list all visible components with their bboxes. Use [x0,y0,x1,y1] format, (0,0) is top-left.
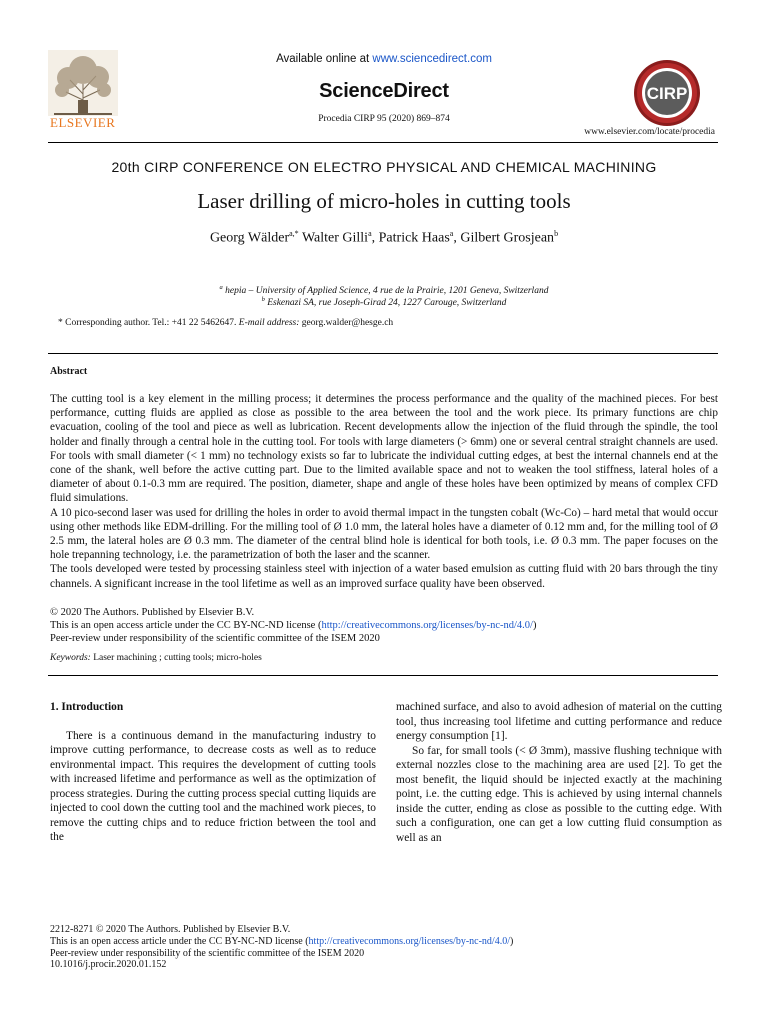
abstract-bottom-rule [48,675,718,676]
sciencedirect-brand: ScienceDirect [319,80,449,102]
paper-title: Laser drilling of micro-holes in cutting tools [197,189,571,213]
affil-text: hepia – University of Applied Science, 4 rue de la Prairie, 1201 Geneva, Switzerland [222,286,549,297]
footer-issn: 2212-8271 © 2020 The Authors. Published by Elsevier B.V. [50,924,291,935]
cirp-logo-text: CIRP [646,84,688,103]
body-paragraph: machined surface, and also to avoid adhesion of material on the cutting tool, thus increasing tool lifetime and cutting performance and reduce energy consumption [1]. [396,701,722,742]
author-affil-mark: b [554,229,559,238]
available-prefix: Available online at [276,53,373,65]
author-name: Patrick Haas [378,230,450,246]
affil-mark: a [219,284,223,291]
abstract-body [50,392,718,591]
author-name: Georg Wälder [209,230,290,246]
author-affil-mark: a [368,229,372,238]
cirp-logo [624,58,710,128]
affil-mark: b [261,296,265,303]
affiliation-a [0,284,768,296]
footer-license-prefix: This is an open access article under the CC BY-NC-ND license ( [50,935,309,947]
keywords-text: Laser machining ; cutting tools; micro-holes [90,653,262,663]
author-name: Walter Gilli [301,230,369,246]
footer-doi[interactable]: 10.1016/j.procir.2020.01.152 [50,959,167,971]
abstract-paragraph: The tools developed were tested by processing stainless steel with injection of a water based emulsion as cutting fluid with 20 bars through the tiny channels. A significant increase in the tool lifetime as well as an improved surface quality have been observed. [50,563,718,590]
abstract-paragraph: A 10 pico-second laser was used for drilling the holes in order to avoid thermal impact in the tungsten cobalt (Wc-Co) – hard metal that would occur using other methods like EDM-drilling. For the milling tool of Ø 1.0 mm, the lateral holes have a diameter of 0.12 mm and, for the milling tool of Ø 2.5 mm, the lateral holes are Ø 0.3 mm. The diameter of the central blind hole is identical for both tools, i.e. Ø 0.3 mm. The paper focuses on the hole trepanning technology, i.e. the parametrization of both the laser and the scanner. [50,506,718,562]
header-rule [48,142,718,143]
author-affil-mark: a [449,229,454,238]
procedia-citation: Procedia CIRP 95 (2020) 869–874 [318,114,450,124]
keywords [50,653,262,663]
abstract-rights [50,606,718,646]
body-column-right [396,700,722,845]
affiliation-b [0,296,768,308]
license-prefix: This is an open access article under the CC BY-NC-ND license ( [50,620,322,632]
sciencedirect-link[interactable]: www.sciencedirect.com [372,53,492,65]
footer-license-link[interactable]: http://creativecommons.org/licenses/by-nc-nd/4.0/ [308,935,510,947]
author-name: Gilbert Grosjean [460,230,555,246]
page-footer [50,924,720,971]
locate-url: www.elsevier.com/locate/procedia [584,127,715,137]
corresponding-author [58,318,393,328]
section-heading: 1. Introduction [50,701,124,713]
body-column-left [50,700,376,845]
conference-name: 20th CIRP CONFERENCE ON ELECTRO PHYSICAL AND CHEMICAL MACHINING [111,159,657,175]
elsevier-wordmark: ELSEVIER [50,115,116,130]
author-affil-mark: a,* [289,229,299,238]
affil-text: Eskenazi SA, rue Joseph-Girad 24, 1227 Carouge, Switzerland [264,298,507,309]
abstract-top-rule [48,353,718,354]
author-list: Georg Wälder$^{a,*}$ Walter Gilli$^a$, Patrick Haas$^a$, Gilbert Grosjean$^b$ [209,229,559,246]
keywords-label: Keywords: [50,653,91,663]
license-suffix: ) [532,620,537,632]
email-label: E-mail address: [238,318,302,328]
license-link[interactable]: http://creativecommons.org/licenses/by-nc-nd/4.0/ [321,620,533,632]
abstract-paragraph: The cutting tool is a key element in the milling process; it determines the process performance and the quality of the machined pieces. For best performance, cutting fluids are applied as close as possible to the area between the tool and the work piece. Its primary functions are chip evacuation, cooling of the tool and piece as well as lubrication. Recent developments allow the injection of the fluid through the spindle, the tool holder and finally through a central hole in the cutting tool. For tools with large diameters (> 6mm) one or several central straight channels are used. For tools with small diameter (< 1 mm) no technology exists so far to lubricate the individual cutting edges, at best the internal channels end at the cone of the shank, well before the active cutting part. Due to the limited available space and not to weaken the tool stiffness, lateral holes of a diameter of about 0.1-0.3 mm are required. The position, diameter, shape and angle of these holes have been optimized by means of complex CFD fluid simulations. [50,393,718,505]
peer-review-line: Peer-review under responsibility of the scientific committee of the ISEM 2020 [50,633,380,645]
email-address[interactable]: georg.walder@hesge.ch [301,318,394,328]
footer-license [50,936,720,948]
abstract-heading: Abstract [50,366,88,377]
body-paragraph: There is a continuous demand in the manufacturing industry to improve cutting performance, to decrease costs as well as to reduce environmental impact. This requires the development of cutting tools with increased lifetime and performance as well as the optimization of process strategies. During the cutting process special cutting liquids are injected to cool down the cutting tool and the machined work pieces, to remove the cutting chips and to reduce friction between the tool and the [50,729,376,843]
body-paragraph: So far, for small tools (< Ø 3mm), massive flushing technique with external nozzles close to the machining area are used [2]. To get the most benefit, the liquid should be injected exactly at the machining point, i.e. the cutting edge. This is achieved by using internal channels inside the cutter, ending as close as possible to the cutting edge. With such a configuration, one can get a low cutting fluid consumption as well as an [396,744,722,844]
copyright-line: © 2020 The Authors. Published by Elsevier B.V. [50,607,255,618]
footer-license-suffix: ) [509,935,514,947]
corr-prefix: * Corresponding author. Tel.: +41 22 5462647. [58,318,239,328]
footer-peer-review: Peer-review under responsibility of the scientific committee of the ISEM 2020 [50,947,365,959]
license-line [50,619,718,632]
